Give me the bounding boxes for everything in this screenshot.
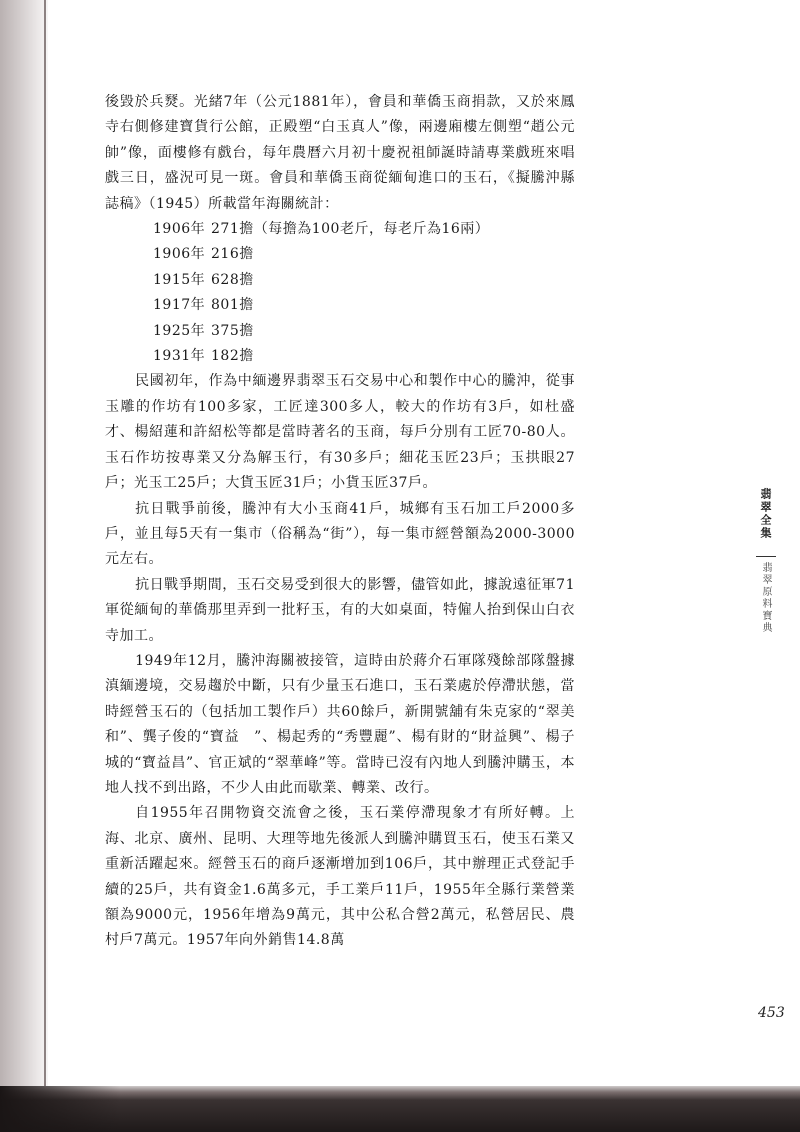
list-item — [153, 319, 575, 344]
paragraph-5: 1949年12月，騰沖海關被接管，這時由於蔣介石軍隊殘餘部隊盤據滇緬邊境，交易趨於中斷，只有少量玉石進口，玉石業處於停滯狀態，當時經營玉石的（包括加工製作戶）共60餘戶，新開號舖有朱克家的“翠美和”、龔子俊的“寶益 ”、楊起秀的“秀豐麗”、楊有財的“財益興”、楊子城的“寶益昌”、官正斌的“翠華峰”等。當時已沒有內地人到騰沖購玉，本地人找不到出路，不少人由此而歇業、轉業、改行。 — [105, 652, 575, 796]
record-amount: 375擔 — [211, 322, 254, 339]
customs-statistics-list — [105, 217, 575, 369]
side-book-title: 翡翠全集 — [759, 488, 772, 540]
record-amount: 628擔 — [211, 271, 254, 288]
page-edge-line — [44, 0, 46, 1090]
list-item — [153, 344, 575, 369]
side-divider — [756, 556, 776, 557]
list-item — [153, 217, 575, 242]
side-book-subtitle: 翡翠原料寶典 — [760, 562, 771, 634]
record-amount: 182擔 — [211, 348, 254, 365]
record-year: 1917年 — [153, 297, 206, 314]
list-item — [153, 293, 575, 318]
record-year: 1906年 — [153, 221, 206, 238]
scan-bottom-shadow — [0, 1086, 800, 1132]
record-amount: 216擔 — [211, 246, 254, 263]
record-year: 1931年 — [153, 348, 206, 365]
paragraph-1: 後毀於兵燹。光緒7年（公元1881年），會員和華僑玉商捐款，又於來鳳寺右側修建寶貨行公館，正殿塑“白玉真人”像，兩邊廂樓左側塑“趙公元帥”像，面樓修有戲台，每年農曆六月初十慶祝祖師誕時請專業戲班來唱戲三日，盛況可見一斑。會員和華僑玉商從緬甸進口的玉石，《擬騰沖縣誌稿》（1945）所載當年海關統計： — [105, 94, 575, 212]
book-gutter-shadow — [0, 0, 48, 1132]
list-item — [153, 268, 575, 293]
list-item — [153, 242, 575, 267]
paragraph-6: 自1955年召開物資交流會之後，玉石業停滯現象才有所好轉。上海、北京、廣州、昆明、大理等地先後派人到騰沖購買玉石，使玉石業又重新活躍起來。經營玉石的商戶逐漸增加到106戶，其中辦理正式登記手續的25戶，共有資金1.6萬多元，手工業戶11戶，1955年全縣行業營業額為9000元，1956年增為9萬元，其中公私合營2萬元，私營居民、農村戶7萬元。1957年向外銷售14.8萬 — [105, 805, 575, 949]
record-amount: 801擔 — [211, 297, 254, 314]
page-number: 453 — [758, 1005, 785, 1021]
record-amount: 271擔（每擔為100老斤，每老斤為16兩） — [211, 221, 490, 238]
record-year: 1906年 — [153, 246, 206, 263]
paragraph-3: 抗日戰爭前後，騰沖有大小玉商41戶，城鄉有玉石加工戶2000多戶，並且每5天有一集市（俗稱為“街”），每一集市經營額為2000-3000元左右。 — [105, 500, 575, 568]
record-year: 1915年 — [153, 271, 206, 288]
record-year: 1925年 — [153, 322, 206, 339]
paragraph-2: 民國初年，作為中緬邊界翡翠玉石交易中心和製作中心的騰沖，從事玉雕的作坊有100多家，工匠達300多人，較大的作坊有3戶，如杜盛才、楊紹蓮和許紹松等都是當時著名的玉商，每戶分別有工匠70-80人。玉石作坊按專業又分為解玉行，有30多戶；細花玉匠23戶；玉拱眼27戶；光玉工25戶；大貨玉匠31戶；小貨玉匠37戶。 — [105, 373, 575, 492]
body-text — [105, 90, 575, 954]
paragraph-4: 抗日戰爭期間，玉石交易受到很大的影響，儘管如此，據說遠征軍71軍從緬甸的華僑那里弄到一批籽玉，有的大如桌面，特僱人抬到保山白衣寺加工。 — [105, 576, 575, 644]
